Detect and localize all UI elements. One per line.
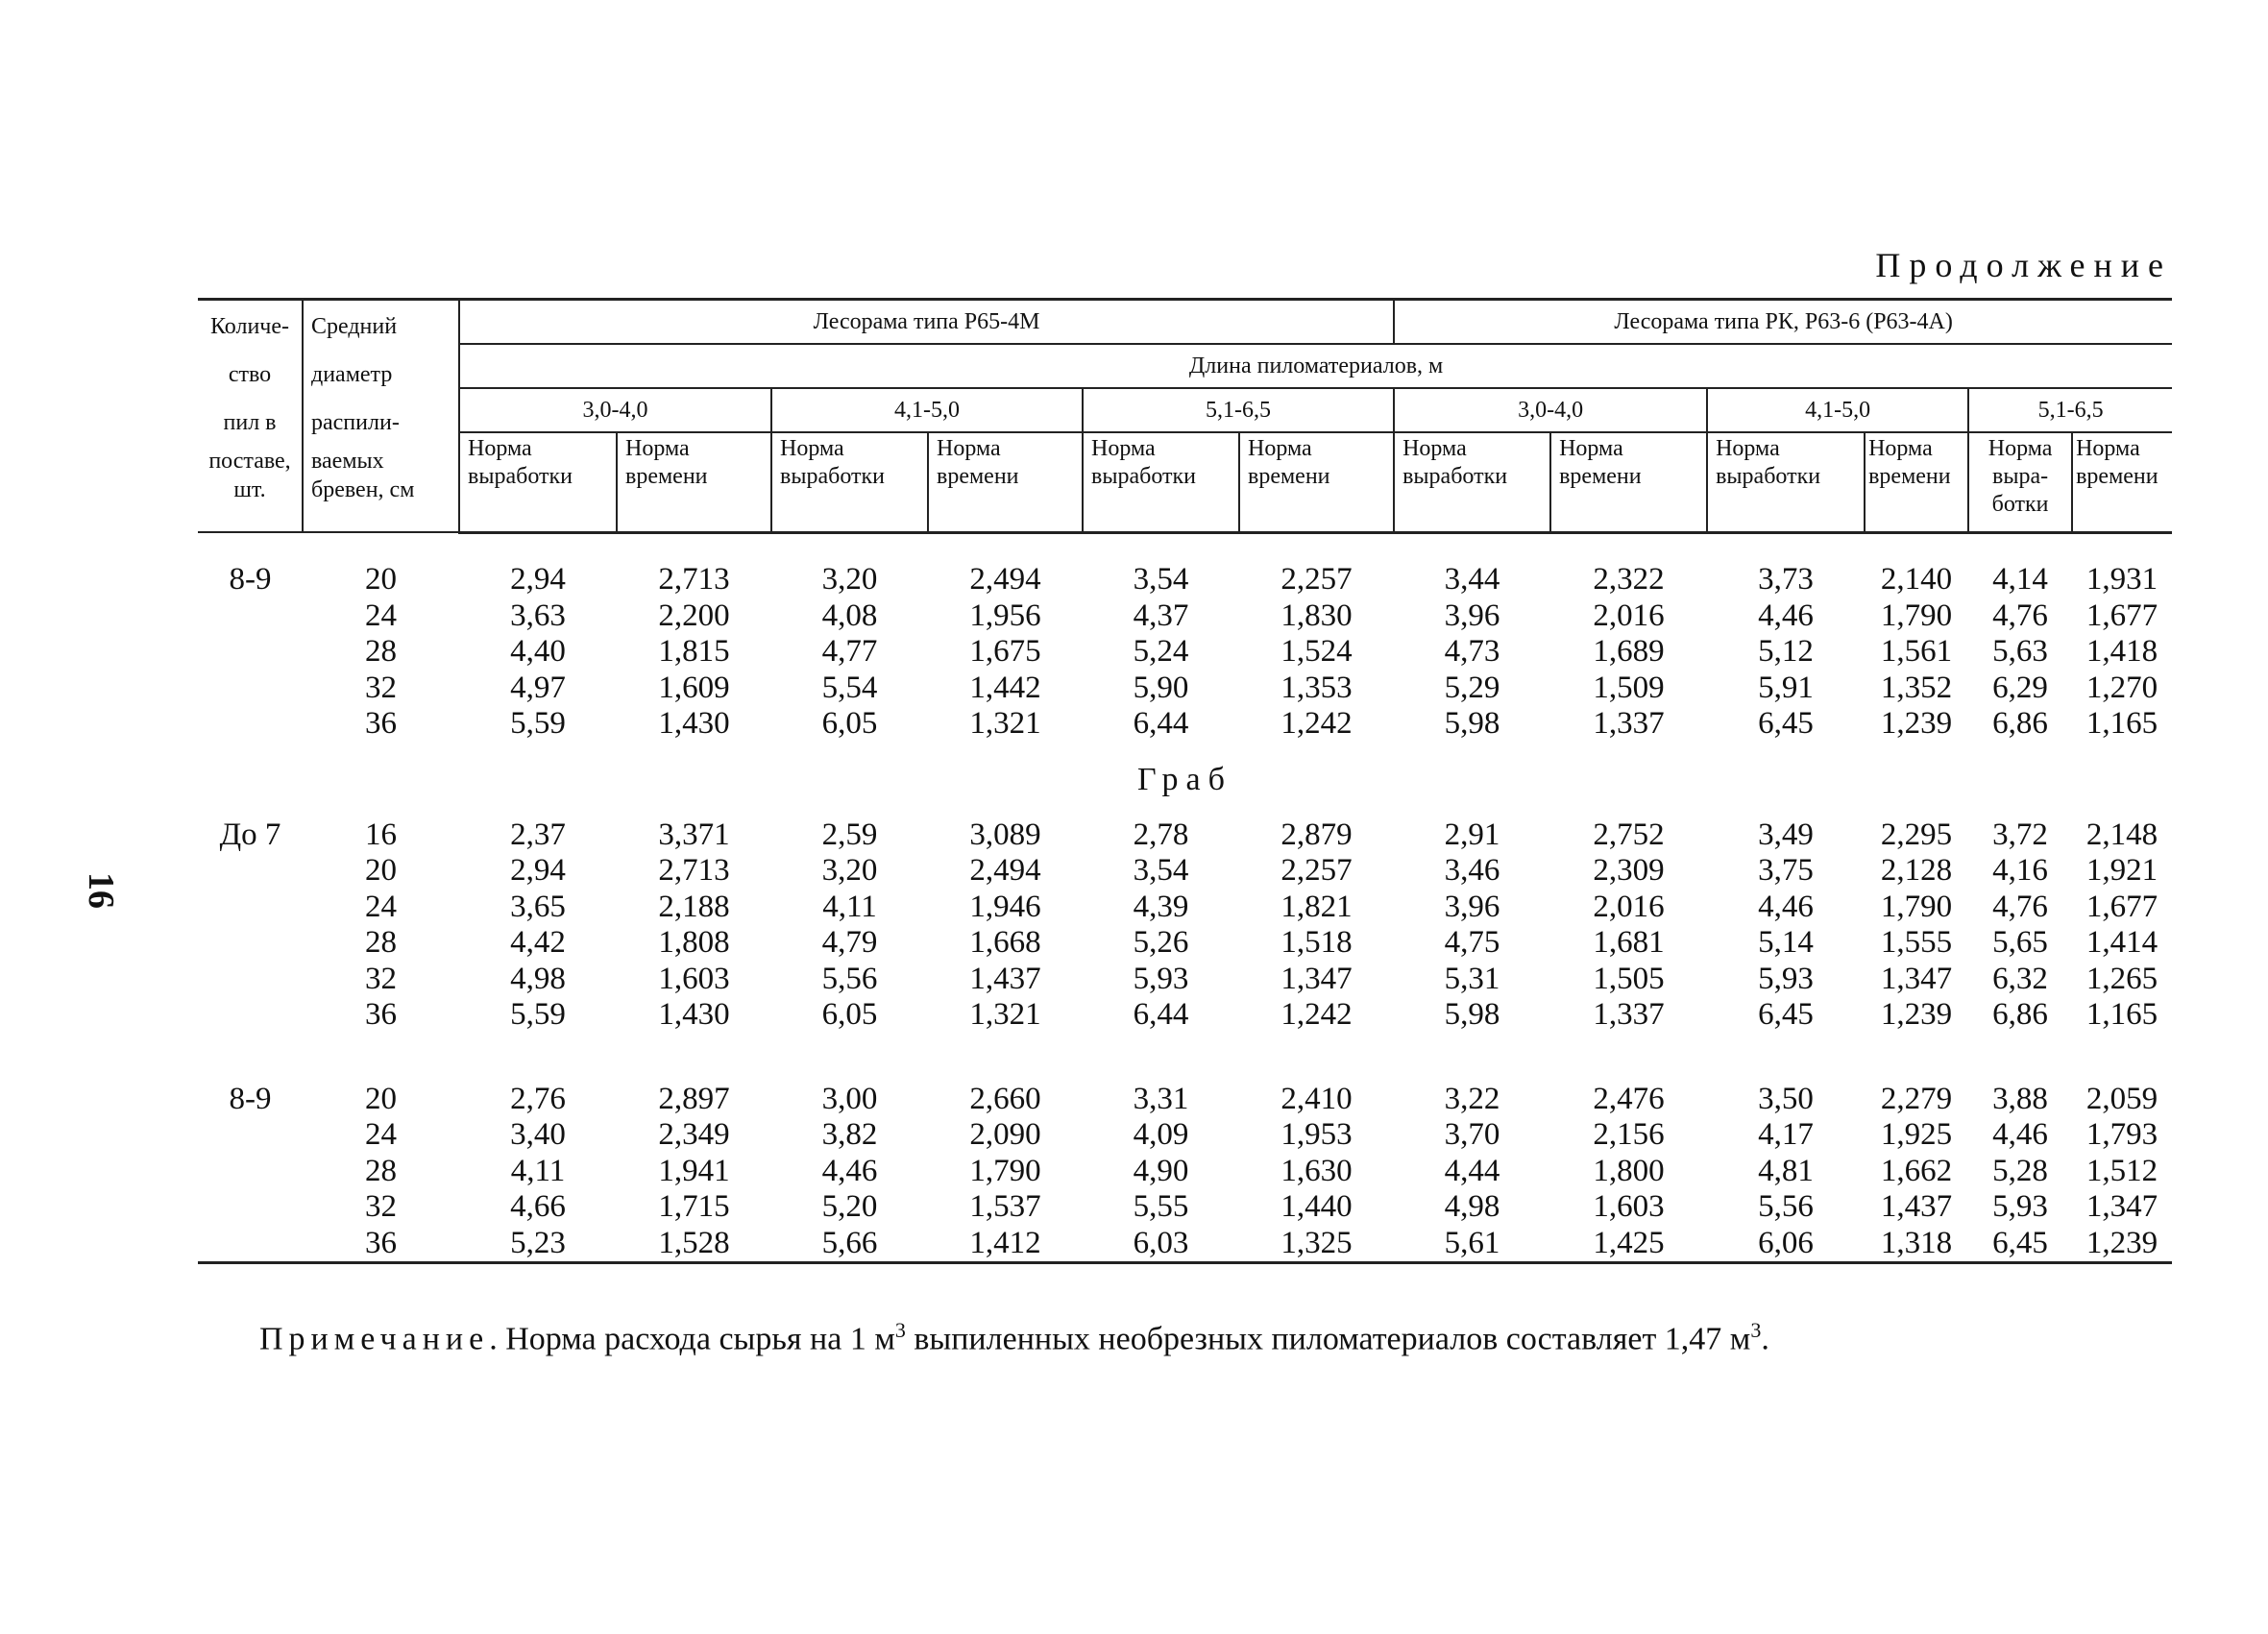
norm-output-cell: 4,76 [1992,598,2048,633]
norm-time-cell: 1,561 [1880,634,1953,669]
norm-time-cell: 3,089 [969,817,1041,852]
diameter-cell: 16 [365,817,397,852]
norm-time-cell: 1,321 [969,997,1041,1032]
table-row [198,817,2172,854]
norm-output-cell: 5,93 [1992,1189,2048,1224]
range-a3: 5,1-6,5 [1083,388,1394,432]
norm-output-cell: 3,54 [1133,562,1189,597]
table-row [198,853,2172,890]
norm-time-cell: 2,309 [1593,853,1665,888]
norm-output-cell: 4,09 [1133,1117,1189,1152]
norm-output: Норма выработки [1394,432,1550,532]
norm-time-cell: 2,257 [1280,853,1353,888]
norm-time-cell: 1,352 [1880,670,1953,705]
norm-time-cell: 1,337 [1593,997,1665,1032]
norm-time-cell: 2,016 [1593,598,1665,633]
norm-output-cell: 5,63 [1992,634,2048,669]
norm-time-cell: 1,512 [2085,1153,2158,1188]
norm-output-cell: 6,29 [1992,670,2048,705]
norm-output-cell: 4,46 [821,1153,878,1188]
norm-output-cell: 2,91 [1444,817,1500,852]
norm-output-cell: 3,96 [1444,598,1500,633]
continuation-label: Продолжение [1875,246,2172,284]
norm-output-cell: 5,23 [459,1226,617,1263]
norm-time-cell: 2,713 [658,562,730,597]
norm-time-cell: 2,476 [1593,1081,1665,1116]
norm-output-cell: 2,59 [821,817,878,852]
norm-time-cell: 1,347 [1880,961,1953,996]
norm-time-cell: 1,677 [2085,598,2158,633]
norm-output-cell: 4,76 [1992,889,2048,924]
norm-output: Норма выработки [1083,432,1239,532]
norm-output-cell: 4,11 [822,889,877,924]
norm-output-cell: 5,31 [1444,961,1500,996]
footnote: Примечание. Норма расхода сырья на 1 $м^3$ выпиленных необрезных пиломатериалов составляет 1,47 $м^3$. [259,1318,1769,1357]
header-saws: Количе- ство пил в поставе, шт. [198,300,303,533]
norm-time-cell: 1,689 [1593,634,1665,669]
norm-time-cell: 2,713 [658,853,730,888]
norm-output-cell: 2,78 [1133,817,1189,852]
norm-time-cell: 1,430 [658,706,730,741]
norm-time-cell: 1,956 [969,598,1041,633]
norm-output-cell: 6,45 [1758,706,1814,741]
table-row [198,1117,2172,1154]
norm-output-cell: 6,05 [821,997,878,1032]
norm-output-cell: 4,97 [510,670,566,705]
norm-output-cell: 4,73 [1444,634,1500,669]
norm-time-cell: 1,418 [2085,634,2158,669]
norm-time-cell: 1,630 [1280,1153,1353,1188]
norm-time-cell: 1,793 [2085,1117,2158,1152]
norm-output-cell: 5,93 [1133,961,1189,996]
norm-time-cell: 2,897 [658,1081,730,1116]
norm-time-cell: 1,675 [969,634,1041,669]
norm-output-cell: 2,37 [510,817,566,852]
norm-time-cell: 2,016 [1593,889,1665,924]
norm-output-cell: 6,03 [1083,1226,1239,1263]
norm-output-cell: 3,44 [1444,562,1500,597]
diameter-cell: 24 [365,889,397,924]
norm-output-cell: 2,76 [510,1081,566,1116]
norm-time-cell: 1,931 [2085,562,2158,597]
norm-output-cell: 3,75 [1758,853,1814,888]
table-header [198,298,2172,534]
group-p65-4m: Лесорама типа Р65-4М [459,300,1394,345]
diameter-cell: 32 [365,1189,397,1224]
norm-time-cell: 1,440 [1280,1189,1353,1224]
diameter-cell: 20 [365,853,397,888]
norm-time-cell: 1,437 [1880,1189,1953,1224]
norm-output-cell: 4,79 [821,925,878,960]
norm-time-cell: 1,815 [658,634,730,669]
table-row [198,671,2172,707]
norm-output-cell: 3,73 [1758,562,1814,597]
norm-output: Норма выработки [771,432,928,532]
norm-output-cell: 4,77 [821,634,878,669]
section-row [198,743,2172,817]
norm-output: Норма выра-ботки [1968,432,2072,532]
norm-time-cell: 1,165 [2085,997,2158,1032]
norm-time-cell: 1,555 [1880,925,1953,960]
norm-time-cell: 1,165 [2085,706,2158,741]
norm-output-cell: 6,06 [1707,1226,1865,1263]
norm-time-cell: 1,790 [1880,889,1953,924]
norm-output-cell: 6,86 [1992,706,2048,741]
table-row [198,962,2172,998]
norm-output-cell: 3,20 [821,853,878,888]
norm-output-cell: 4,39 [1133,889,1189,924]
table-row [198,562,2172,598]
norm-time-cell: 1,239 [2072,1226,2172,1263]
diameter-cell: 36 [303,1226,459,1263]
norm-output-cell: 5,98 [1444,706,1500,741]
saws-cell [198,1189,303,1226]
norm-output-cell: 3,49 [1758,817,1814,852]
diameter-cell: 32 [365,670,397,705]
norm-time: Норма времени [1239,432,1394,532]
norm-output-cell: 5,98 [1444,997,1500,1032]
diameter-cell: 20 [365,1081,397,1116]
norm-time-cell: 1,921 [2085,853,2158,888]
norm-time-cell: 1,946 [969,889,1041,924]
norm-time-cell: 2,257 [1280,562,1353,597]
saws-cell [198,1117,303,1154]
norm-output-cell: 3,31 [1133,1081,1189,1116]
section-title: Граб [1137,761,1232,797]
norm-output-cell: 3,20 [821,562,878,597]
norm-output-cell: 5,90 [1133,670,1189,705]
range-b3: 5,1-6,5 [1968,388,2172,432]
saws-cell: 8-9 [229,1081,272,1116]
norm-output: Норма выработки [1707,432,1865,532]
norm-time-cell: 2,279 [1880,1081,1953,1116]
norm-time-cell: 1,265 [2085,961,2158,996]
norm-time-cell: 3,371 [658,817,730,852]
norm-output-cell: 4,46 [1758,598,1814,633]
norm-output-cell: 3,40 [510,1117,566,1152]
norm-output-cell: 2,94 [510,562,566,597]
norm-output-cell: 4,14 [1992,562,2048,597]
norm-time-cell: 1,353 [1280,670,1353,705]
norm-time-cell: 1,790 [1880,598,1953,633]
norm-output-cell: 4,81 [1758,1153,1814,1188]
norm-time-cell: 2,200 [658,598,730,633]
saws-cell [198,634,303,671]
table-body [198,562,2172,1264]
saws-cell [198,890,303,926]
diameter-cell: 28 [365,634,397,669]
norm-output-cell: 6,86 [1992,997,2048,1032]
diameter-cell: 24 [365,598,397,633]
norm-time-cell: 1,609 [658,670,730,705]
norm-time-cell: 2,090 [969,1117,1041,1152]
norm-time-cell: 2,156 [1593,1117,1665,1152]
norm-time-cell: 1,239 [1880,706,1953,741]
norm-output-cell: 4,08 [821,598,878,633]
table-row [198,1154,2172,1190]
norm-output-cell: 3,46 [1444,853,1500,888]
norm-time-cell: 1,325 [1239,1226,1394,1263]
norm-time-cell: 1,524 [1280,634,1353,669]
table-row [198,634,2172,671]
range-b2: 4,1-5,0 [1707,388,1968,432]
norm-output-cell: 3,50 [1758,1081,1814,1116]
norm-time: Норма времени [2072,432,2172,532]
norm-time-cell: 1,821 [1280,889,1353,924]
norm-output-cell: 5,55 [1133,1189,1189,1224]
norm-output-cell: 5,54 [821,670,878,705]
norm-output-cell: 5,59 [510,997,566,1032]
table-row [198,1082,2172,1118]
norm-output-cell: 4,46 [1992,1117,2048,1152]
norm-time-cell: 1,537 [969,1189,1041,1224]
norm-output-cell: 4,42 [510,925,566,960]
norm-time-cell: 1,528 [617,1226,771,1263]
norm-time-cell: 2,128 [1880,853,1953,888]
table-row [198,1189,2172,1226]
norm-output-cell: 6,44 [1133,997,1189,1032]
norm-output-cell: 3,00 [821,1081,878,1116]
range-a2: 4,1-5,0 [771,388,1083,432]
norm-output-cell: 4,98 [1444,1189,1500,1224]
table-row [198,890,2172,926]
norm-output-cell: 3,72 [1992,817,2048,852]
norm-output-cell: 6,32 [1992,961,2048,996]
norm-time-cell: 2,295 [1880,817,1953,852]
norm-time-cell: 1,800 [1593,1153,1665,1188]
norm-output-cell: 5,12 [1758,634,1814,669]
norm-output-cell: 5,61 [1394,1226,1550,1263]
norm-output-cell: 3,70 [1444,1117,1500,1152]
table-row [198,925,2172,962]
saws-cell [198,962,303,998]
norm-time-cell: 1,808 [658,925,730,960]
norm-output-cell: 3,22 [1444,1081,1500,1116]
norm-output: Норма выработки [459,432,617,532]
norm-output-cell: 4,17 [1758,1117,1814,1152]
norm-time-cell: 1,239 [1880,997,1953,1032]
norm-time-cell: 1,442 [969,670,1041,705]
norm-output-cell: 6,45 [1758,997,1814,1032]
norm-time-cell: 1,668 [969,925,1041,960]
norm-time-cell: 2,188 [658,889,730,924]
norm-time-cell: 1,347 [2085,1189,2158,1224]
table-row [198,706,2172,743]
header-diameter: Средний диаметр распили- ваемых бревен, см [303,300,459,533]
norm-output-cell: 4,44 [1444,1153,1500,1188]
norm-output-cell: 4,40 [510,634,566,669]
footnote-label: Примечание [259,1321,490,1357]
saws-cell [198,1226,303,1263]
norm-time-cell: 1,430 [658,997,730,1032]
norm-time: Норма времени [928,432,1083,532]
norm-output-cell: 5,59 [510,706,566,741]
saws-cell: 8-9 [229,562,272,597]
saws-cell [198,706,303,743]
table-row [198,598,2172,635]
diameter-cell: 28 [365,925,397,960]
norm-output-cell: 5,14 [1758,925,1814,960]
norm-output-cell: 6,44 [1133,706,1189,741]
norm-output-cell: 5,20 [821,1189,878,1224]
norm-output-cell: 5,24 [1133,634,1189,669]
norm-output-cell: 5,66 [771,1226,928,1263]
norm-output-cell: 4,46 [1758,889,1814,924]
norm-time-cell: 1,270 [2085,670,2158,705]
norm-time-cell: 1,953 [1280,1117,1353,1152]
norm-output-cell: 4,37 [1133,598,1189,633]
norm-time-cell: 2,059 [2085,1081,2158,1116]
diameter-cell: 36 [365,997,397,1032]
norm-output-cell: 3,96 [1444,889,1500,924]
norm-time-cell: 1,242 [1280,997,1353,1032]
norm-time-cell: 1,414 [2085,925,2158,960]
norm-time-cell: 2,879 [1280,817,1353,852]
norm-time-cell: 1,830 [1280,598,1353,633]
norm-output-cell: 5,91 [1758,670,1814,705]
norm-time-cell: 2,752 [1593,817,1665,852]
norm-output-cell: 4,16 [1992,853,2048,888]
saws-cell: До 7 [219,817,281,852]
norm-time-cell: 1,681 [1593,925,1665,960]
group-rk-p63: Лесорама типа РК, Р63-6 (Р63-4А) [1394,300,2172,345]
saws-cell [198,853,303,890]
norm-time-cell: 1,715 [658,1189,730,1224]
norm-time-cell: 2,494 [969,562,1041,597]
norm-time-cell: 1,505 [1593,961,1665,996]
norm-time-cell: 2,140 [1880,562,1953,597]
norm-time-cell: 2,494 [969,853,1041,888]
norm-time-cell: 1,677 [2085,889,2158,924]
page-number: 16 [81,872,121,909]
norm-output-cell: 6,05 [821,706,878,741]
range-b1: 3,0-4,0 [1394,388,1707,432]
norm-time-cell: 2,349 [658,1117,730,1152]
norm-output-cell: 3,88 [1992,1081,2048,1116]
norm-output-cell: 6,45 [1968,1226,2072,1263]
norm-time-cell: 1,347 [1280,961,1353,996]
table-row [198,997,2172,1034]
norm-time-cell: 1,941 [658,1153,730,1188]
norm-time-cell: 1,437 [969,961,1041,996]
diameter-cell: 24 [365,1117,397,1152]
norm-output-cell: 5,26 [1133,925,1189,960]
norm-output-cell: 5,56 [1758,1189,1814,1224]
saws-cell [198,598,303,635]
saws-cell [198,997,303,1034]
saws-cell [198,925,303,962]
norm-output-cell: 4,98 [510,961,566,996]
diameter-cell: 32 [365,961,397,996]
saws-cell [198,1154,303,1190]
norm-time-cell: 2,660 [969,1081,1041,1116]
norm-time-cell: 1,321 [969,706,1041,741]
norm-output-cell: 3,65 [510,889,566,924]
norm-output-cell: 5,29 [1444,670,1500,705]
range-a1: 3,0-4,0 [459,388,771,432]
norm-output-cell: 5,93 [1758,961,1814,996]
length-title: Длина пиломатериалов, м [459,344,2172,388]
norm-output-cell: 5,28 [1992,1153,2048,1188]
norm-time-cell: 1,509 [1593,670,1665,705]
norm-time-cell: 2,322 [1593,562,1665,597]
norm-time-cell: 1,662 [1880,1153,1953,1188]
norm-output-cell: 4,66 [510,1189,566,1224]
norm-time-cell: 2,410 [1280,1081,1353,1116]
norm-time-cell: 2,148 [2085,817,2158,852]
norm-time-cell: 1,790 [969,1153,1041,1188]
norm-output-cell: 4,75 [1444,925,1500,960]
diameter-cell: 36 [365,706,397,741]
norm-time: Норма времени [617,432,771,532]
norm-output-cell: 4,11 [510,1153,566,1188]
norm-time-cell: 1,603 [1593,1189,1665,1224]
norm-output-cell: 5,56 [821,961,878,996]
diameter-cell: 28 [365,1153,397,1188]
diameter-cell: 20 [365,562,397,597]
norm-time-cell: 1,518 [1280,925,1353,960]
norm-time-cell: 1,603 [658,961,730,996]
saws-cell [198,671,303,707]
norm-time-cell: 1,242 [1280,706,1353,741]
norm-output-cell: 5,65 [1992,925,2048,960]
table-row [198,1226,2172,1263]
norm-output-cell: 4,90 [1133,1153,1189,1188]
norm-time-cell: 1,337 [1593,706,1665,741]
norm-time: Норма времени [1865,432,1968,532]
norm-time-cell: 1,925 [1880,1117,1953,1152]
norm-time-cell: 1,318 [1865,1226,1968,1263]
norm-output-cell: 3,54 [1133,853,1189,888]
spacer-row [198,1034,2172,1082]
norm-output-cell: 2,94 [510,853,566,888]
norm-time-cell: 1,412 [928,1226,1083,1263]
norm-time: Норма времени [1550,432,1707,532]
norm-output-cell: 3,82 [821,1117,878,1152]
norm-time-cell: 1,425 [1550,1226,1707,1263]
norm-output-cell: 3,63 [510,598,566,633]
